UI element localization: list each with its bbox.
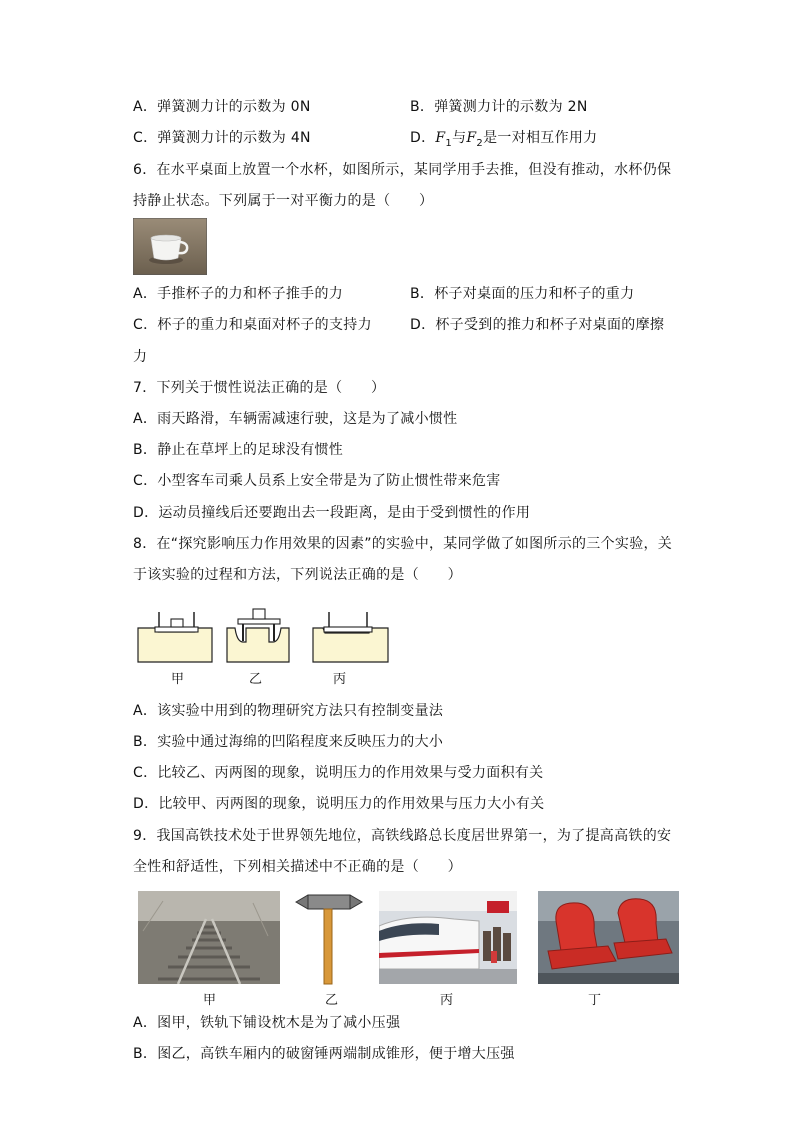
q5-option-d-suffix: 是一对相互作用力 <box>483 130 598 146</box>
q9-stem-line1: 9．我国高铁技术处于世界领先地位，高铁线路总长度居世界第一，为了提高高铁的安 <box>133 828 672 844</box>
fig9-label-bing: 丙 <box>440 993 454 1008</box>
q5-option-d-prefix: D． <box>410 130 436 146</box>
q8-stem-line1: 8．在“探究影响压力作用效果的因素”的实验中，某同学做了如图所示的三个实验，关 <box>133 536 673 552</box>
f1-subscript: 1 <box>445 137 453 149</box>
fig9-label-ding: 丁 <box>588 993 602 1008</box>
q6-option-d-continued: 力 <box>133 349 148 365</box>
cup-photo <box>133 218 207 275</box>
high-speed-train-photo <box>379 891 517 984</box>
q7-option-a: A．雨天路滑，车辆需减速行驶，这是为了减小惯性 <box>133 411 458 427</box>
sponge-yi <box>227 609 289 662</box>
train-seat-photo <box>538 891 679 984</box>
q7-option-d: D．运动员撞线后还要跑出去一段距离，是由于受到惯性的作用 <box>133 505 531 521</box>
railway-track-photo <box>138 891 280 984</box>
q6-stem-line2: 持静止状态。下列属于一对平衡力的是（ ） <box>133 193 434 209</box>
f1-symbol: F <box>435 130 446 146</box>
fig9-label-yi: 乙 <box>325 993 339 1008</box>
q7-option-b: B．静止在草坪上的足球没有惯性 <box>133 442 344 458</box>
q9-stem-line2: 全性和舒适性，下列相关描述中不正确的是（ ） <box>133 859 462 875</box>
window-breaker-hammer <box>294 886 364 986</box>
sponge-bing <box>313 612 388 662</box>
q6-stem-line1: 6．在水平桌面上放置一个水杯，如图所示，某同学用手去推，但没有推动，水杯仍保 <box>133 162 672 178</box>
q5-option-d-mid: 与 <box>452 130 467 146</box>
q5-option-b: B．弹簧测力计的示数为 2N <box>410 99 588 115</box>
q6-option-d: D．杯子受到的推力和杯子对桌面的摩擦 <box>410 317 665 333</box>
q8-option-c: C．比较乙、丙两图的现象，说明压力的作用效果与受力面积有关 <box>133 765 544 781</box>
q6-option-c: C．杯子的重力和桌面对杯子的支持力 <box>133 317 372 333</box>
q8-option-a: A．该实验中用到的物理研究方法只有控制变量法 <box>133 703 444 719</box>
q9-option-b: B．图乙，高铁车厢内的破窗锤两端制成锥形，便于增大压强 <box>133 1046 515 1062</box>
q8-stem-line2: 于该实验的过程和方法，下列说法正确的是（ ） <box>133 567 462 583</box>
q7-stem: 7．下列关于惯性说法正确的是（ ） <box>133 380 386 396</box>
q8-option-d: D．比较甲、丙两图的现象，说明压力的作用效果与压力大小有关 <box>133 796 545 812</box>
f2-symbol: F <box>466 130 477 146</box>
q7-option-c: C．小型客车司乘人员系上安全带是为了防止惯性带来危害 <box>133 473 501 489</box>
q5-option-a: A．弹簧测力计的示数为 0N <box>133 99 311 115</box>
q9-option-a: A．图甲，铁轨下铺设枕木是为了减小压强 <box>133 1015 401 1031</box>
fig8-label-bing: 丙 <box>333 672 347 687</box>
q5-option-c: C．弹簧测力计的示数为 4N <box>133 130 311 146</box>
fig8-label-jia: 甲 <box>171 672 185 687</box>
fig8-label-yi: 乙 <box>249 672 263 687</box>
q6-option-a: A．手推杯子的力和杯子推手的力 <box>133 286 344 302</box>
f2-subscript: 2 <box>476 137 484 149</box>
q8-option-b: B．实验中通过海绵的凹陷程度来反映压力的大小 <box>133 734 444 750</box>
sponge-jia <box>138 612 212 662</box>
q5-option-d <box>410 128 597 154</box>
sponge-experiment-figure <box>135 604 393 666</box>
fig9-label-jia: 甲 <box>203 993 217 1008</box>
q6-option-b: B．杯子对桌面的压力和杯子的重力 <box>410 286 635 302</box>
